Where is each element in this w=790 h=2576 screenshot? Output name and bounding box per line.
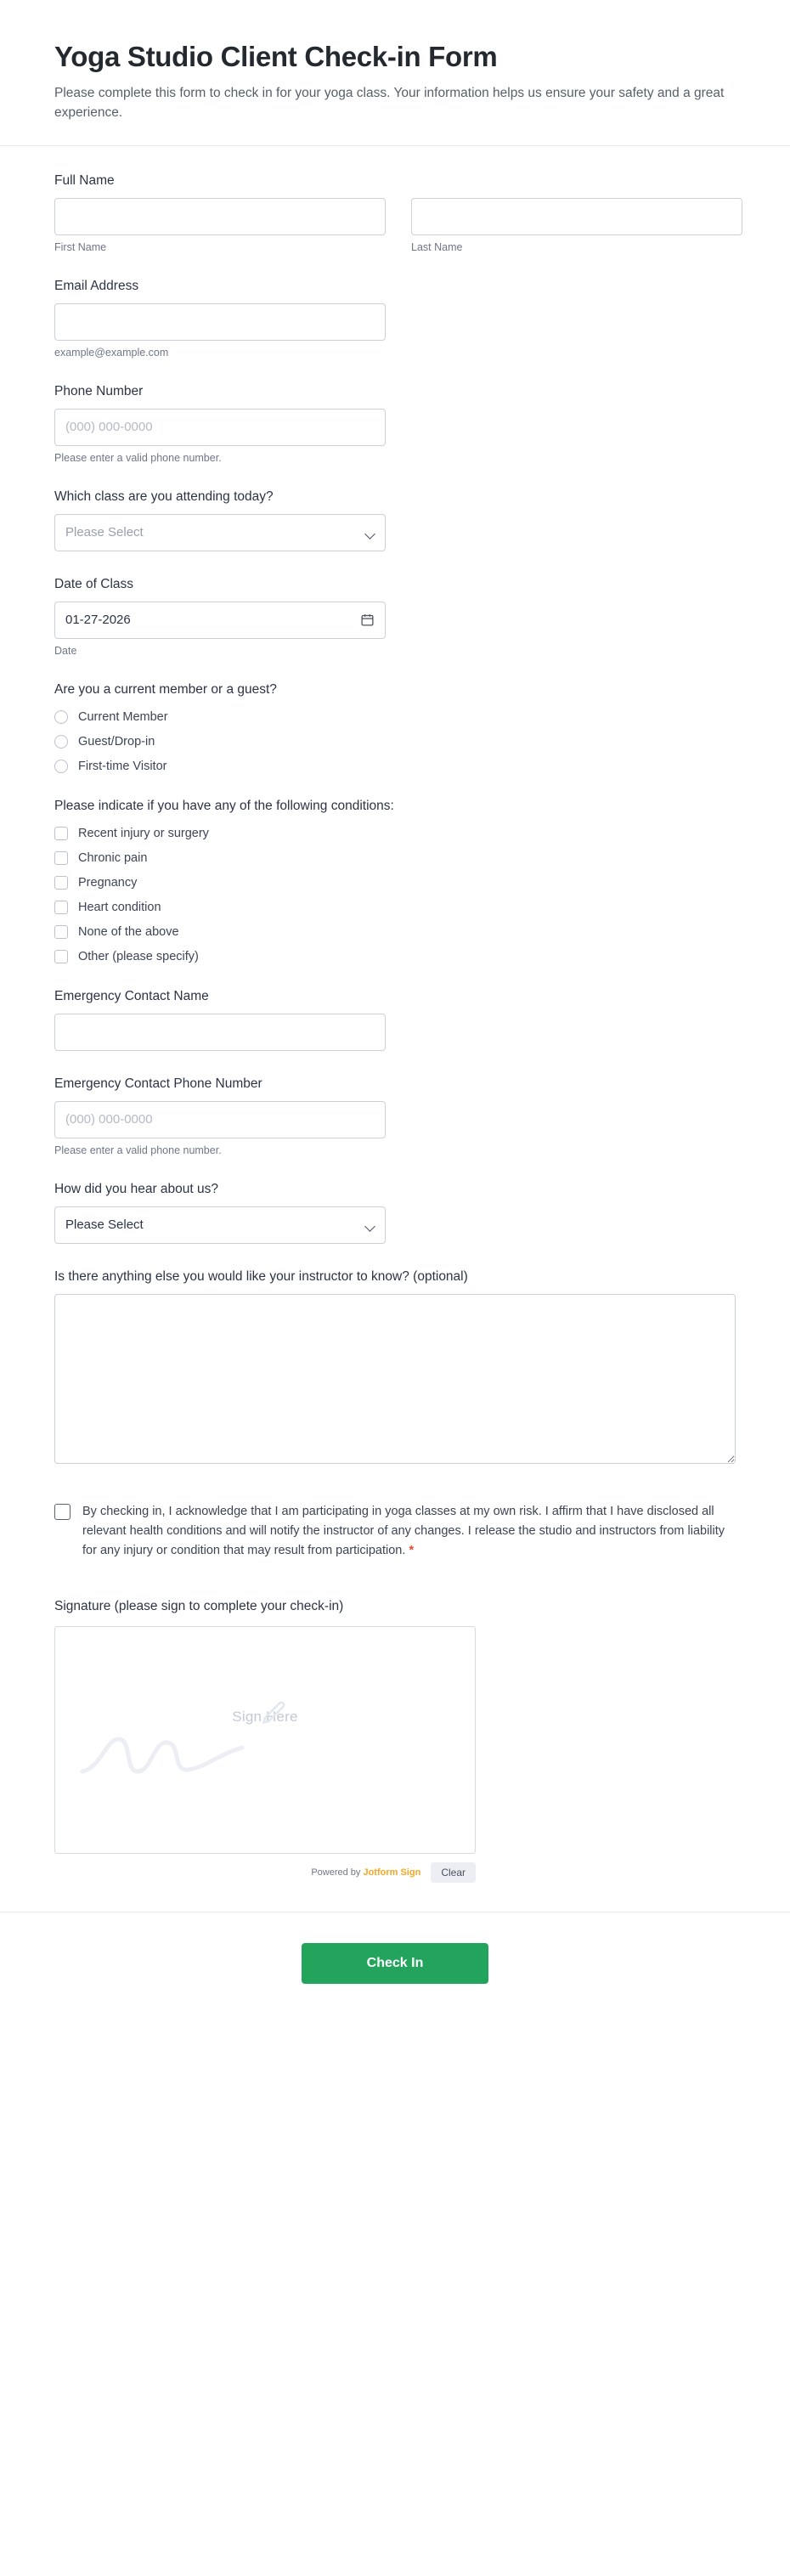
checkbox-heart-condition[interactable] <box>54 901 736 914</box>
referral-label: How did you hear about us? <box>54 1181 219 1196</box>
form-header <box>0 0 790 146</box>
checkbox-label: Pregnancy <box>78 875 138 890</box>
pen-icon <box>259 1698 288 1727</box>
last-name-sublabel: Last Name <box>411 240 463 253</box>
powered-by-prefix: Powered by <box>311 1867 361 1878</box>
conditions-label: Please indicate if you have any of the following conditions: <box>54 798 394 813</box>
checkbox-label: Heart condition <box>78 900 161 914</box>
signature-scribble-icon <box>76 1719 296 1795</box>
form-footer <box>0 1912 790 2035</box>
referral-select[interactable] <box>54 1206 386 1244</box>
radio-first-time-visitor[interactable] <box>54 760 736 773</box>
checkbox-other[interactable] <box>54 950 736 963</box>
checkbox-label: Other (please specify) <box>78 949 199 963</box>
class-select-label: Which class are you attending today? <box>54 489 274 504</box>
required-asterisk: * <box>409 1544 415 1558</box>
signature-label: Signature (please sign to complete your check-in) <box>54 1598 344 1613</box>
class-select-wrap <box>54 514 386 551</box>
radio-guest-drop-in[interactable] <box>54 735 736 749</box>
clear-signature-button[interactable]: Clear <box>431 1862 476 1883</box>
checkbox-label: Recent injury or surgery <box>78 826 209 840</box>
emergency-name-input[interactable] <box>54 1014 386 1051</box>
consent-checkbox-icon[interactable] <box>54 1504 71 1520</box>
checkbox-icon <box>54 876 68 890</box>
radio-current-member[interactable] <box>54 710 736 724</box>
page-title: Yoga Studio Client Check-in Form <box>54 41 498 72</box>
consent-text-body: By checking in, I acknowledge that I am participating in yoga classes at my own risk. I affirm that I have disclosed all relevant health conditions and will notify the instructor of any changes. I release the studio and instructors from liability for any injury or condition that may result from participation. <box>82 1504 725 1558</box>
signature-pad[interactable] <box>54 1626 476 1854</box>
checkbox-none-of-the-above[interactable] <box>54 925 736 939</box>
checkbox-icon <box>54 827 68 840</box>
radio-icon <box>54 760 68 773</box>
field-signature <box>54 1599 736 1883</box>
field-notes <box>54 1269 736 1468</box>
checkbox-label: None of the above <box>78 924 179 939</box>
checkbox-icon <box>54 901 68 914</box>
phone-label: Phone Number <box>54 383 144 398</box>
radio-icon <box>54 735 68 749</box>
emergency-phone-sublabel: Please enter a valid phone number. <box>54 1144 222 1156</box>
first-name-col <box>54 198 386 253</box>
first-name-input[interactable] <box>54 198 386 235</box>
field-full-name <box>54 173 736 253</box>
consent-text <box>82 1502 736 1562</box>
full-name-row <box>54 198 736 253</box>
emergency-phone-label: Emergency Contact Phone Number <box>54 1076 262 1091</box>
field-date <box>54 577 736 657</box>
radio-label: First-time Visitor <box>78 759 167 773</box>
email-sublabel: example@example.com <box>54 346 169 359</box>
powered-by-text <box>311 1867 420 1878</box>
field-emergency-phone <box>54 1076 736 1156</box>
date-label: Date of Class <box>54 576 134 591</box>
radio-label: Guest/Drop-in <box>78 734 155 749</box>
class-select[interactable] <box>54 514 386 551</box>
field-membership <box>54 682 736 773</box>
first-name-sublabel: First Name <box>54 240 107 253</box>
radio-label: Current Member <box>78 709 168 724</box>
field-emergency-name <box>54 989 736 1051</box>
emergency-phone-input[interactable] <box>54 1101 386 1138</box>
phone-input[interactable] <box>54 409 386 446</box>
notes-textarea[interactable] <box>54 1294 736 1464</box>
field-class-select <box>54 489 736 551</box>
date-sublabel: Date <box>54 644 77 657</box>
notes-label: Is there anything else you would like your instructor to know? (optional) <box>54 1268 468 1284</box>
field-referral <box>54 1182 736 1244</box>
signature-footer <box>54 1862 476 1883</box>
checkbox-icon <box>54 950 68 963</box>
full-name-label: Full Name <box>54 172 115 188</box>
field-phone <box>54 384 736 464</box>
last-name-col <box>411 198 742 253</box>
checkbox-recent-injury[interactable] <box>54 827 736 840</box>
membership-label: Are you a current member or a guest? <box>54 681 277 697</box>
date-wrap <box>54 602 386 639</box>
field-email <box>54 279 736 359</box>
consent-row[interactable] <box>54 1502 736 1562</box>
page-subtitle: Please complete this form to check in for your yoga class. Your information helps us ensure your safety and a great experience. <box>54 86 725 121</box>
email-field[interactable] <box>54 303 386 341</box>
emergency-name-label: Emergency Contact Name <box>54 988 209 1003</box>
checkbox-label: Chronic pain <box>78 850 148 865</box>
form-body <box>0 146 790 1883</box>
signature-hint: Sign Here <box>232 1708 298 1725</box>
submit-button[interactable]: Check In <box>302 1943 488 1984</box>
field-conditions <box>54 799 736 963</box>
checkbox-icon <box>54 925 68 939</box>
phone-sublabel: Please enter a valid phone number. <box>54 451 222 464</box>
radio-icon <box>54 710 68 724</box>
last-name-input[interactable] <box>411 198 742 235</box>
referral-select-wrap <box>54 1206 386 1244</box>
checkbox-chronic-pain[interactable] <box>54 851 736 865</box>
date-input[interactable] <box>54 602 386 639</box>
checkbox-pregnancy[interactable] <box>54 876 736 890</box>
jotform-brand: Jotform Sign <box>363 1867 421 1878</box>
email-label: Email Address <box>54 278 139 293</box>
checkbox-icon <box>54 851 68 865</box>
